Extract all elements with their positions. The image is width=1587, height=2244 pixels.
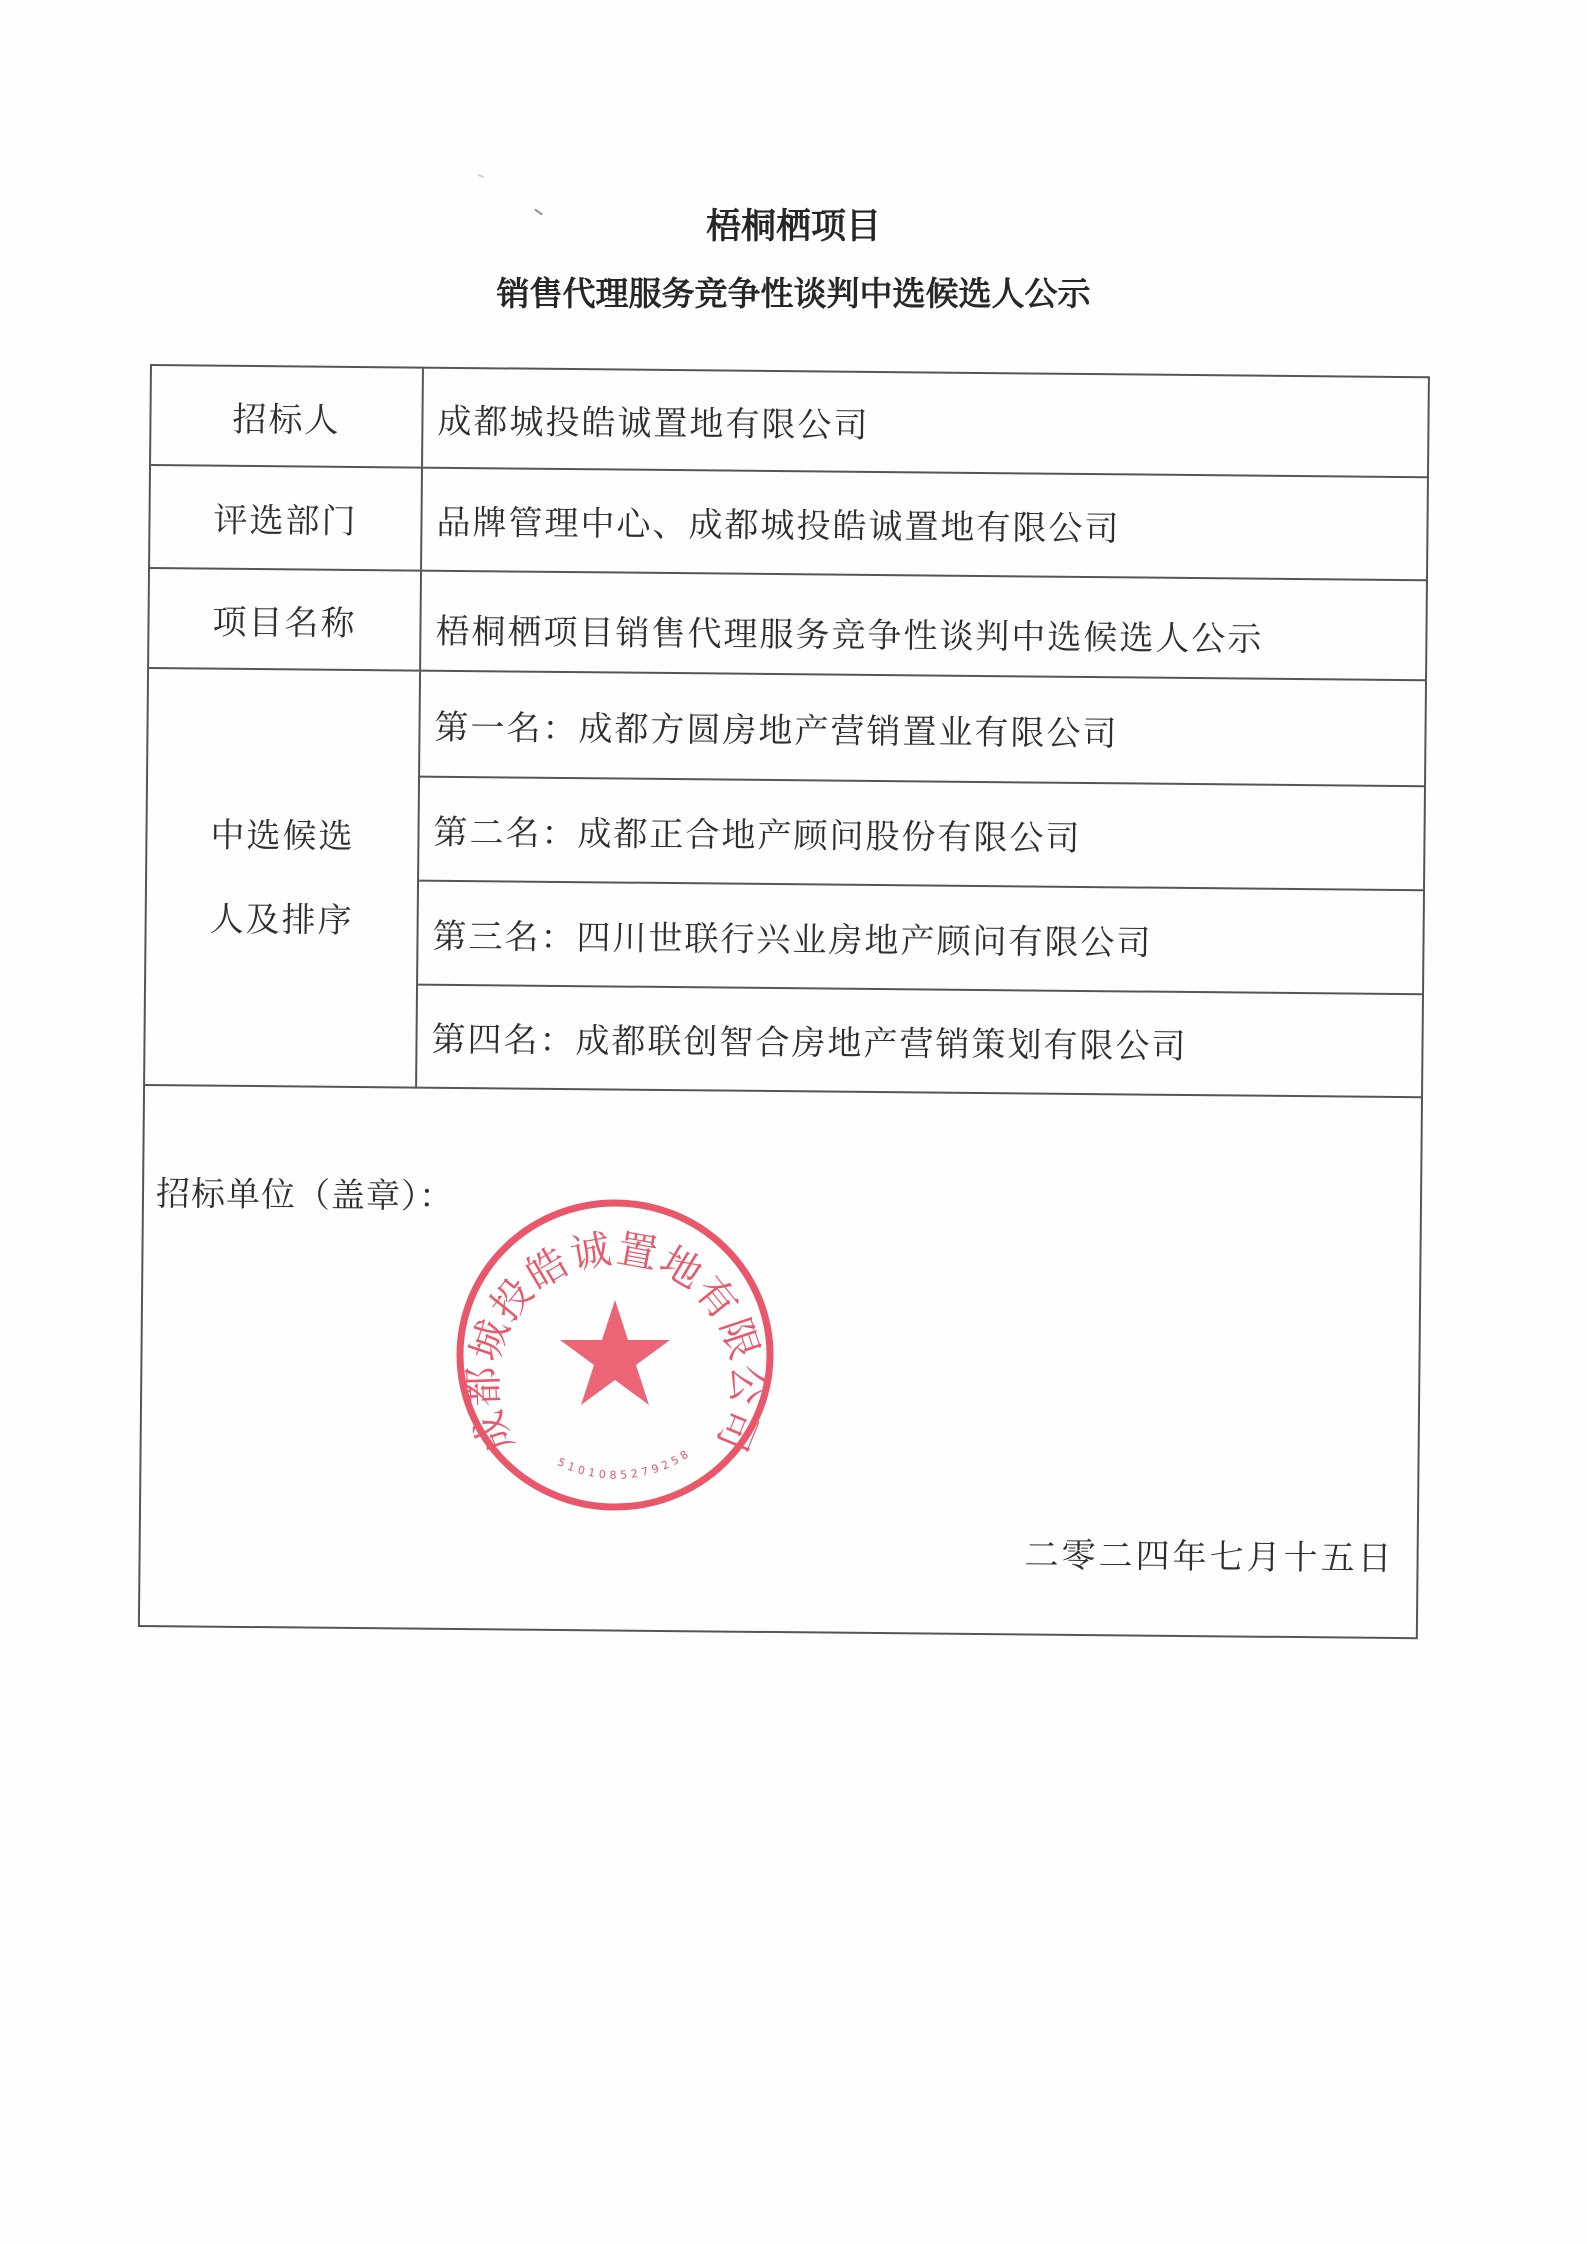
candidate-row-4: [417, 986, 1422, 1099]
star-icon: [560, 1300, 670, 1405]
signature-date: 二零二四年七月十五日: [1024, 1535, 1395, 1580]
candidate-name: 成都正合地产顾问股份有限公司: [577, 813, 1082, 859]
candidate-name: 成都联创智合房地产营销策划有限公司: [575, 1021, 1188, 1067]
row-label: 评选部门: [150, 466, 423, 570]
announcement-table: [138, 364, 1430, 1639]
signature-section: [140, 1086, 1421, 1637]
candidates-label-line1: 中选候选: [210, 815, 355, 857]
row-value-text: 梧桐栖项目销售代理服务竞争性谈判中选候选人公示: [435, 611, 1264, 660]
row-value: [421, 572, 1426, 680]
row-value: 品牌管理中心、成都城投皓诚置地有限公司: [436, 502, 1121, 550]
candidate-rank: 第四名：: [431, 1019, 576, 1062]
candidate-rank: 第二名：: [433, 812, 578, 854]
table-row-tenderer: [151, 366, 1428, 478]
candidate-rank: 第三名：: [432, 916, 577, 958]
row-label: 招标人: [151, 366, 424, 467]
candidates-label: [145, 669, 421, 1089]
seal-label: 招标单位（盖章）：: [155, 1174, 455, 1217]
row-label: 项目名称: [149, 569, 422, 670]
candidate-rank: 第一名：: [434, 707, 579, 749]
candidate-row-2: [419, 778, 1424, 892]
document-subtitle: 销售代理服务竞争性谈判中选候选人公示: [496, 274, 1091, 313]
row-value: 成都城投皓诚置地有限公司: [437, 401, 870, 446]
scan-speck: [478, 174, 484, 178]
candidate-name: 四川世联行兴业房地产顾问有限公司: [576, 917, 1153, 964]
candidates-label-line2: 人及排序: [209, 899, 354, 941]
table-row-department: [150, 466, 1427, 581]
seal-company-text: 成都城投皓诚置地有限公司: [460, 1225, 770, 1460]
candidate-row-1: [420, 672, 1425, 788]
candidate-name: 成都方圆房地产营销置业有限公司: [578, 708, 1119, 754]
seal-serial-text: 5101085279258: [555, 1445, 695, 1482]
company-seal: [455, 1197, 775, 1513]
document-title: 梧桐栖项目: [705, 207, 881, 247]
candidate-row-3: [418, 882, 1423, 996]
table-row-project-name: [149, 569, 1426, 681]
